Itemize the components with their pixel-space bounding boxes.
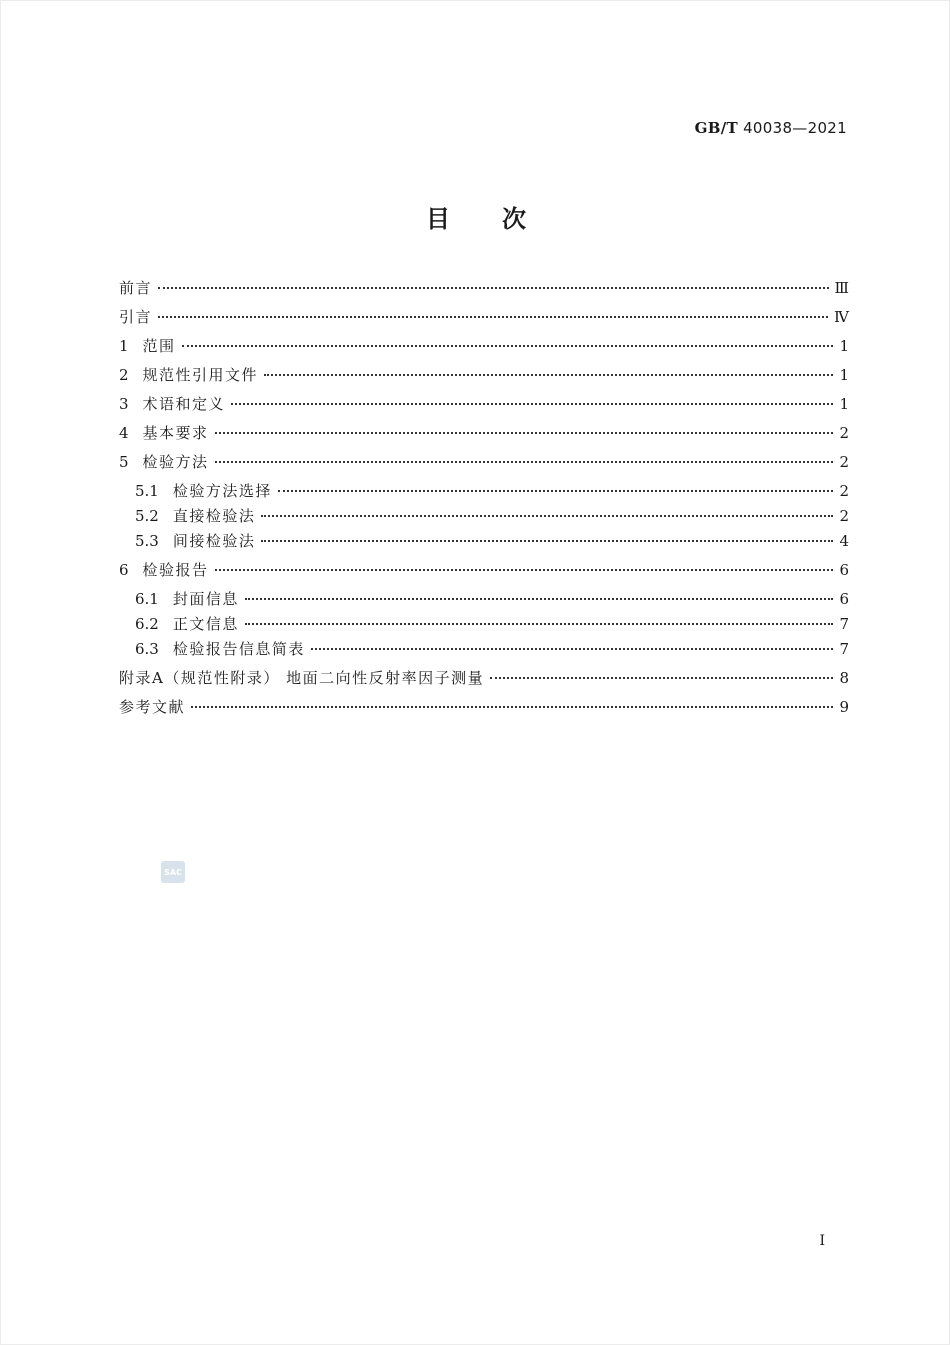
toc-entry-label: 参考文献 xyxy=(119,698,186,716)
toc-entry-label: 前言 xyxy=(119,279,153,297)
toc-leader-dots xyxy=(182,345,834,347)
toc-entry-label: 范围 xyxy=(142,337,176,355)
toc-entry-number: 3 xyxy=(119,395,129,413)
toc-leader-dots xyxy=(158,316,828,318)
toc-leader-dots xyxy=(191,706,833,708)
toc-entry-number: 2 xyxy=(119,366,129,384)
toc-entry-number: 6.2 xyxy=(135,615,159,633)
toc-entry-scope[interactable] xyxy=(119,335,849,357)
toc-entry-page: 1 xyxy=(839,366,849,384)
toc-entry-label: 封面信息 xyxy=(172,590,239,608)
toc-entry-body-info[interactable] xyxy=(135,613,849,635)
toc-entry-label: 基本要求 xyxy=(142,424,209,442)
toc-entry-label: 检验报告 xyxy=(142,561,209,579)
toc-entry-number: 4 xyxy=(119,424,129,442)
toc-leader-dots xyxy=(245,623,834,625)
toc-entry-number: 6 xyxy=(119,561,129,579)
toc-leader-dots xyxy=(215,461,834,463)
toc-entry-inspection-methods[interactable] xyxy=(119,451,849,473)
toc-leader-dots xyxy=(261,515,833,517)
toc-entry-introduction[interactable] xyxy=(119,306,849,328)
toc-entry-terms[interactable] xyxy=(119,393,849,415)
toc-leader-dots xyxy=(278,490,834,492)
toc-entry-normative-references[interactable] xyxy=(119,364,849,386)
toc-entry-page: Ⅲ xyxy=(834,279,849,297)
toc-entry-page: 4 xyxy=(839,532,849,550)
toc-entry-preface[interactable] xyxy=(119,277,849,299)
toc-entry-page: 8 xyxy=(839,669,849,687)
page-title: 目次 xyxy=(426,205,578,233)
standard-prefix: GB/T xyxy=(694,119,739,137)
toc-entry-page: 2 xyxy=(839,507,849,525)
toc-leader-dots xyxy=(231,403,833,405)
toc-entry-cover-info[interactable] xyxy=(135,588,849,610)
toc-entry-indirect-method[interactable] xyxy=(135,530,849,552)
toc-entry-label: 检验方法选择 xyxy=(172,482,272,500)
toc-entry-page: 2 xyxy=(839,453,849,471)
toc-entry-label: 检验报告信息简表 xyxy=(172,640,305,658)
toc-entry-label: 附录A（规范性附录） 地面二向性反射率因子测量 xyxy=(119,669,485,687)
toc-entry-label: 间接检验法 xyxy=(172,532,256,550)
toc-entry-inspection-report[interactable] xyxy=(119,559,849,581)
standard-number: 40038—2021 xyxy=(743,119,847,137)
toc-entry-page: 2 xyxy=(839,482,849,500)
toc-entry-label: 检验方法 xyxy=(142,453,209,471)
toc-entry-label: 术语和定义 xyxy=(142,395,226,413)
toc-entry-bibliography[interactable] xyxy=(119,696,849,718)
toc-entry-page: 6 xyxy=(839,561,849,579)
toc-entry-label: 直接检验法 xyxy=(172,507,256,525)
toc-entry-basic-requirements[interactable] xyxy=(119,422,849,444)
toc-entry-number: 6.3 xyxy=(135,640,159,658)
toc-entry-number: 6.1 xyxy=(135,590,159,608)
toc-leader-dots xyxy=(264,374,833,376)
toc-entry-number: 5 xyxy=(119,453,129,471)
toc-leader-dots xyxy=(158,287,829,289)
toc-entry-number: 5.3 xyxy=(135,532,159,550)
toc-entry-page: 1 xyxy=(839,337,849,355)
standard-code xyxy=(695,119,847,137)
toc-entry-page: 6 xyxy=(839,590,849,608)
toc-entry-number: 1 xyxy=(119,337,129,355)
toc-entry-number: 5.1 xyxy=(135,482,159,500)
page-number: Ⅰ xyxy=(819,1233,825,1249)
toc-entry-page: 9 xyxy=(839,698,849,716)
toc-entry-method-selection[interactable] xyxy=(135,480,849,502)
toc-entry-annex-a[interactable] xyxy=(119,667,849,689)
toc-entry-page: Ⅳ xyxy=(834,308,849,326)
sac-watermark-logo: SAC xyxy=(161,861,185,883)
toc-entry-label: 规范性引用文件 xyxy=(142,366,259,384)
toc-entry-page: 2 xyxy=(839,424,849,442)
toc-leader-dots xyxy=(215,432,834,434)
toc-entry-page: 7 xyxy=(839,615,849,633)
toc-entry-report-summary[interactable] xyxy=(135,638,849,660)
toc-entry-page: 7 xyxy=(839,640,849,658)
toc-entry-label: 正文信息 xyxy=(172,615,239,633)
toc-leader-dots xyxy=(261,540,833,542)
toc-leader-dots xyxy=(245,598,834,600)
toc-leader-dots xyxy=(215,569,834,571)
toc-entry-direct-method[interactable] xyxy=(135,505,849,527)
toc-entry-number: 5.2 xyxy=(135,507,159,525)
toc-entry-label: 引言 xyxy=(119,308,153,326)
toc-leader-dots xyxy=(311,648,834,650)
toc-entry-page: 1 xyxy=(839,395,849,413)
toc-leader-dots xyxy=(490,677,833,679)
